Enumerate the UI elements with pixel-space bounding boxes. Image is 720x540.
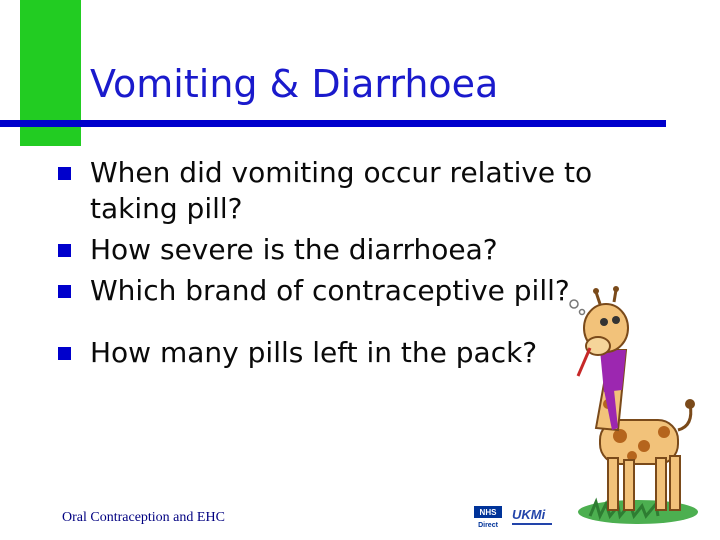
title-underline-rule	[0, 120, 666, 127]
square-bullet-icon	[58, 347, 71, 360]
square-bullet-icon	[58, 285, 71, 298]
square-bullet-icon	[58, 244, 71, 257]
bullet-text: Which brand of contraceptive pill?	[90, 274, 570, 307]
nhs-ukmi-logos	[472, 500, 562, 530]
slide-title: Vomiting & Diarrhoea	[90, 62, 499, 106]
bullet-text: How many pills left in the pack?	[90, 336, 538, 369]
bullet-text-continued: taking pill?	[90, 192, 243, 225]
nhs-direct-logo	[474, 506, 502, 529]
ukmi-logo	[512, 507, 552, 525]
giraffe-illustration	[560, 280, 720, 530]
bullet-text: How severe is the diarrhoea?	[90, 233, 498, 266]
nhs-logo-text: NHS	[479, 508, 497, 517]
direct-logo-text: Direct	[478, 522, 498, 529]
ukmi-logo-text: UKMi	[512, 507, 546, 522]
bullet-text: When did vomiting occur relative to	[90, 156, 593, 189]
footer-text: Oral Contraception and EHC	[62, 510, 225, 525]
square-bullet-icon	[58, 167, 71, 180]
